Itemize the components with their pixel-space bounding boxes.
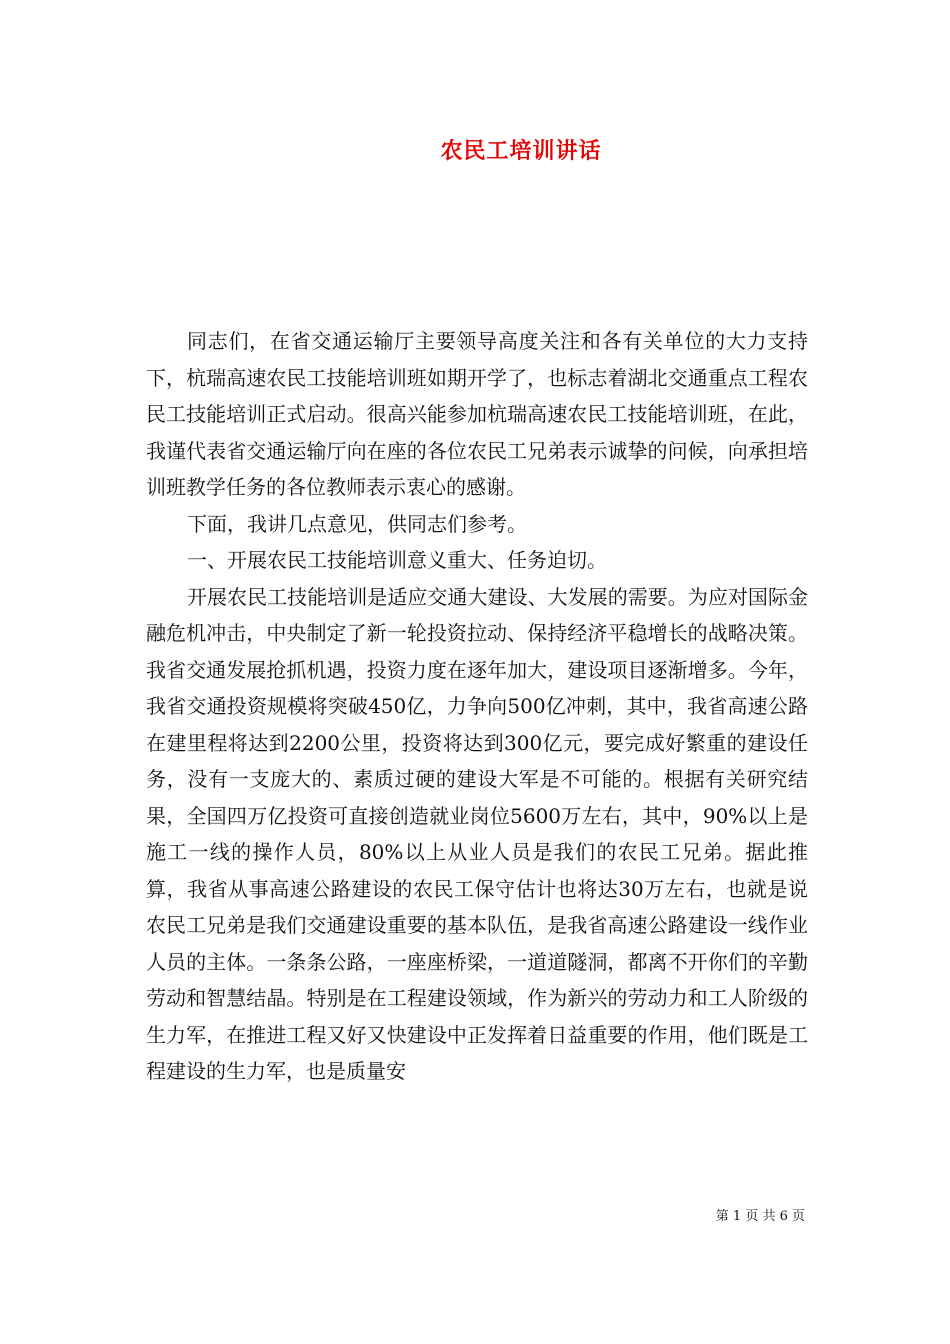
document-body [146,323,808,1090]
document-title: 农民工培训讲话 [440,138,602,164]
paragraph: 一、开展农民工技能培训意义重大、任务迫切。 [187,548,607,572]
paragraph: 开展农民工技能培训是适应交通大建设、大发展的需要。为应对国际金融危机冲击，中央制定了新一轮投资拉动、保持经济平稳增长的战略决策。我省交通发展抢抓机遇，投资力度在逐年加大，建设项目逐渐增多。今年，我省交通投资规模将突破450亿，力争向500亿冲刺，其中，我省高速公路在建里程将达到2200公里，投资将达到300亿元，要完成好繁重的建设任务，没有一支庞大的、素质过硬的建设大军是不可能的。根据有关研究结果，全国四万亿投资可直接创造就业岗位5600万左右，其中，90%以上是施工一线的操作人员，80%以上从业人员是我们的农民工兄弟。据此推算，我省从事高速公路建设的农民工保守估计也将达30万左右，也就是说农民工兄弟是我们交通建设重要的基本队伍，是我省高速公路建设一线作业人员的主体。一条条公路，一座座桥梁，一道道隧洞，都离不开你们的辛勤劳动和智慧结晶。特别是在工程建设领域，作为新兴的劳动力和工人阶级的生力军，在推进工程又好又快建设中正发挥着日益重要的作用，他们既是工程建设的生力军，也是质量安 [146,584,808,1083]
paragraph: 下面，我讲几点意见，供同志们参考。 [187,511,527,536]
page-number: 第 1 页 共 6 页 [715,1209,805,1224]
paragraph: 同志们，在省交通运输厅主要领导高度关注和各有关单位的大力支持下，杭瑞高速农民工技能培训班如期开学了，也标志着湖北交通重点工程农民工技能培训正式启动。很高兴能参加杭瑞高速农民工技能培训班，在此，我谨代表省交通运输厅向在座的各位农民工兄弟表示诚挚的问候，向承担培训班教学任务的各位教师表示衷心的感谢。 [146,329,808,499]
